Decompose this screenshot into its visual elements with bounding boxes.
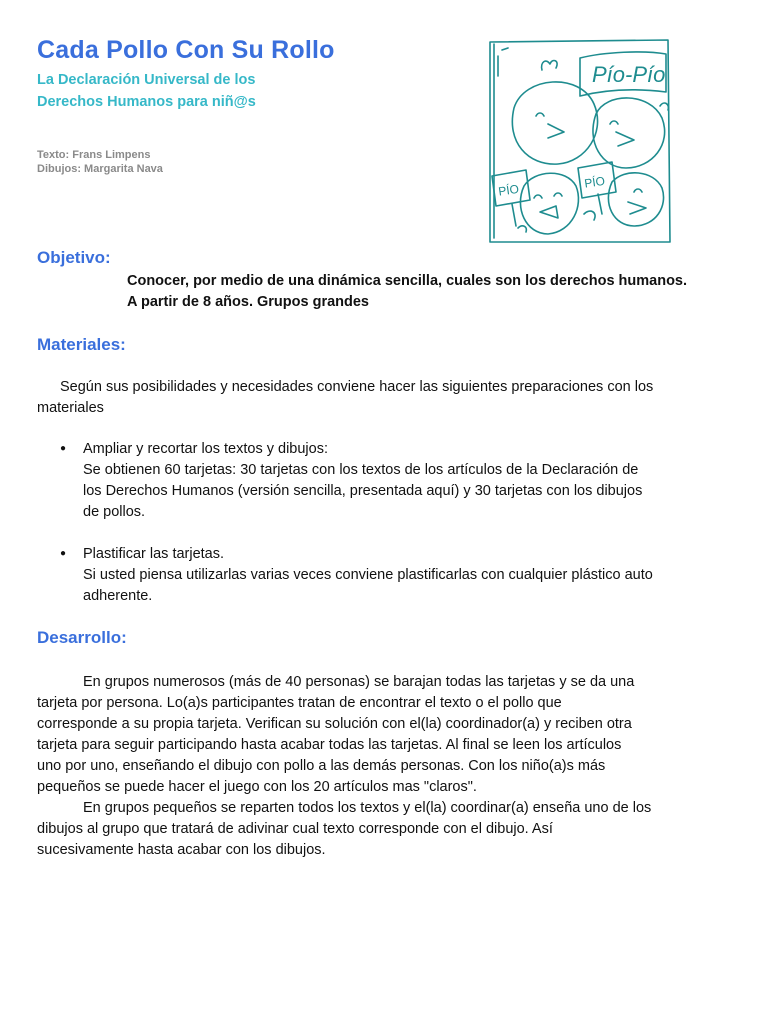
development-line: corresponde a su propia tarjeta. Verifican su solución con el(la) coordinador(a) y reciben otra <box>37 716 632 732</box>
objective-line-1: Conocer, por medio de una dinámica sencilla, cuales son los derechos humanos. <box>127 273 688 289</box>
materials-intro-line-2: materiales <box>37 400 104 416</box>
subtitle-line-1: La Declaración Universal de los <box>37 72 256 88</box>
sign-top-text: Pío-Pío <box>592 62 666 87</box>
development-line: uno por uno, enseñando el dibujo con pollo a las demás personas. Con los niño(a)s más <box>37 758 606 774</box>
objective-line-2: A partir de 8 años. Grupos grandes <box>127 294 369 310</box>
sign-left-text: PÍO <box>497 181 520 199</box>
bullet-1-line-3: los Derechos Humanos (versión sencilla, presentada aquí) y 30 tarjetas con los dibujos <box>83 483 643 499</box>
development-line: En grupos numerosos (más de 40 personas) se barajan todas las tarjetas y se da una <box>83 674 635 690</box>
development-line: pequeños se puede hacer el juego con los 20 artículos mas "claros". <box>37 779 477 795</box>
bullet-2-line-1: Plastificar las tarjetas. <box>83 546 225 562</box>
chicks-illustration <box>484 36 674 246</box>
credit-text: Texto: Frans Limpens <box>37 149 151 161</box>
bullet-marker: ● <box>60 548 67 559</box>
bullet-2-line-3: adherente. <box>83 588 153 604</box>
materials-heading: Materiales: <box>37 335 126 354</box>
bullet-1-line-2: Se obtienen 60 tarjetas: 30 tarjetas con los textos de los artículos de la Declaración de <box>83 462 639 478</box>
subtitle-line-2: Derechos Humanos para niñ@s <box>37 94 256 110</box>
page-title: Cada Pollo Con Su Rollo <box>37 36 335 64</box>
bullet-2-line-2: Si usted piensa utilizarlas varias veces conviene plastificarlas con cualquier plástico auto <box>83 567 653 583</box>
bullet-1-line-1: Ampliar y recortar los textos y dibujos: <box>83 441 328 457</box>
development-line: tarjeta para seguir participando hasta acabar todas las tarjetas. Al final se leen los artículos <box>37 737 622 753</box>
materials-intro-line-1: Según sus posibilidades y necesidades conviene hacer las siguientes preparaciones con los <box>60 379 654 395</box>
sign-right-text: PÍO <box>583 173 606 191</box>
bullet-1-line-4: de pollos. <box>83 504 146 520</box>
development-line: tarjeta por persona. Lo(a)s participantes tratan de encontrar el texto o el pollo que <box>37 695 562 711</box>
objective-heading: Objetivo: <box>37 248 111 267</box>
development-line: sucesivamente hasta acabar con los dibujos. <box>37 842 326 858</box>
development-line: En grupos pequeños se reparten todos los textos y el(la) coordinar(a) enseña uno de los <box>83 800 652 816</box>
development-line: dibujos al grupo que tratará de adivinar cual texto corresponde con el dibujo. Así <box>37 821 553 837</box>
bullet-marker: ● <box>60 443 67 454</box>
development-heading: Desarrollo: <box>37 628 127 647</box>
credit-drawings: Dibujos: Margarita Nava <box>37 163 163 175</box>
